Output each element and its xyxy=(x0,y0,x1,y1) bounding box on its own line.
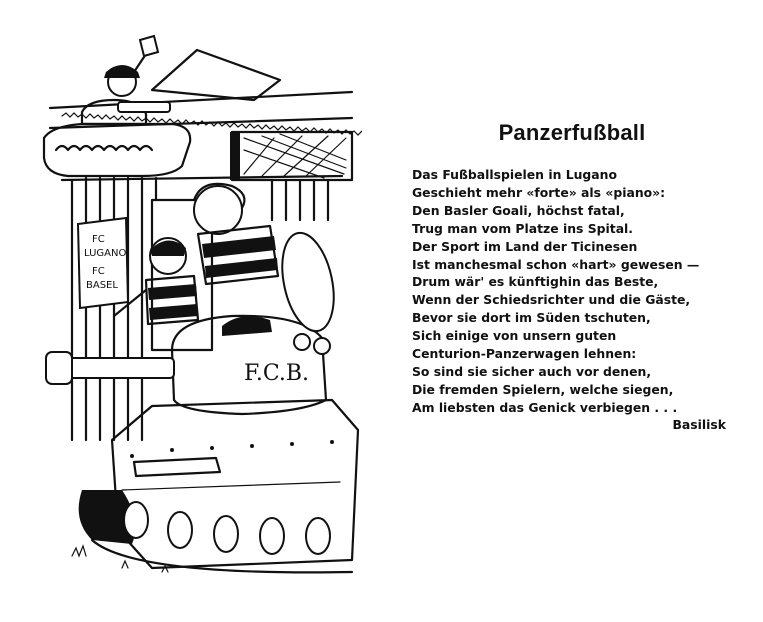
poem-line: Centurion-Panzerwagen lehnen: xyxy=(412,346,637,362)
sign-line: BASEL xyxy=(86,280,118,291)
poem-line: Geschieht mehr «forte» als «piano»: xyxy=(412,184,666,200)
football-players xyxy=(114,184,278,324)
sign-line: LUGANO xyxy=(84,248,127,259)
stadium-wall xyxy=(50,50,362,180)
poem-title: Panzerfußball xyxy=(498,120,646,145)
poem-line: So sind sie sicher auch vor denen, xyxy=(412,363,652,379)
poem-lines xyxy=(412,166,732,417)
sign-line: FC xyxy=(92,266,105,277)
club-sign xyxy=(78,218,128,308)
poem-line: Die fremden Spielern, welche siegen, xyxy=(412,381,674,397)
poem-line: Wenn der Schiedsrichter und die Gäste, xyxy=(412,292,691,308)
poem-line: Bevor sie dort im Süden tschuten, xyxy=(412,310,651,326)
poem-author: Basilisk xyxy=(672,416,726,432)
small-tank xyxy=(44,36,190,176)
poem-line: Trug man vom Platze ins Spital. xyxy=(412,220,634,236)
poem-line: Der Sport im Land der Ticinesen xyxy=(412,238,638,254)
sign-line: FC xyxy=(92,234,105,245)
poem-line: Am liebsten das Genick verbiegen . . . xyxy=(412,399,678,415)
poem-block xyxy=(412,120,732,432)
poem-line: Das Fußballspielen in Lugano xyxy=(412,167,617,182)
poem-line: Sich einige von unsern guten xyxy=(412,328,617,344)
cartoon-illustration xyxy=(22,20,362,590)
poem-line: Ist manchesmal schon «hart» gewesen — xyxy=(412,256,700,272)
poem-line: Drum wär' es künftighin das Beste, xyxy=(412,274,659,290)
tank-marking: F.C.B. xyxy=(244,361,310,386)
poem-line: Den Basler Goali, höchst fatal, xyxy=(412,202,625,218)
